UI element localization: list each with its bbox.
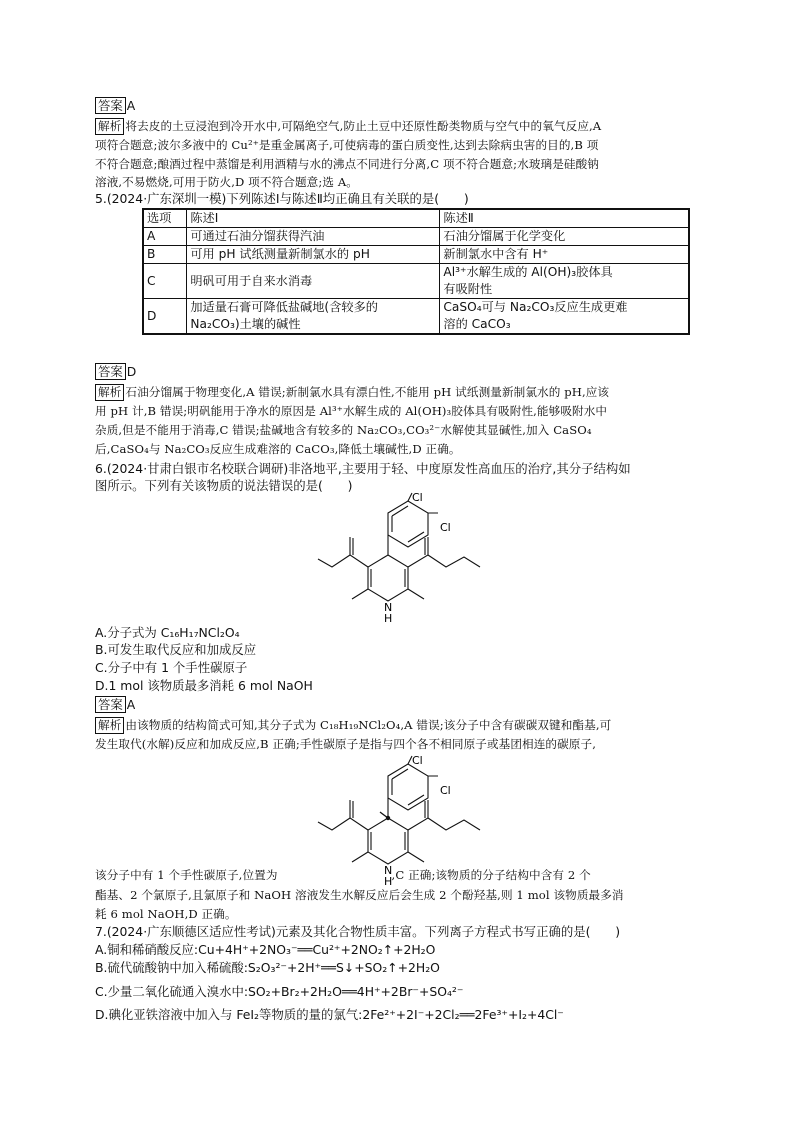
- q6-option-d: D.1 mol 该物质最多消耗 6 mol NaOH: [95, 678, 313, 693]
- q5-analysis-line-3: 杂质,但是不能用于消毒,C 错误;盐碱地含有较多的 Na₂CO₃,CO₃²⁻水解使其显碱性,加入 CaSO₄: [95, 423, 592, 437]
- q6-option-c: C.分子中有 1 个手性碳原子: [95, 660, 248, 675]
- table-cell: 加适量石膏可降低盐碱地(含较多的 Na₂CO₃)土壤的碱性: [187, 299, 440, 335]
- q6-answer-line: [95, 696, 135, 714]
- table-cell: B: [143, 246, 187, 264]
- q6-stem-line-2: 图所示。下列有关该物质的说法错误的是( ): [95, 478, 353, 493]
- answer-tag: 答案: [95, 696, 126, 713]
- answer-value: A: [126, 697, 136, 712]
- q5-table: [142, 208, 690, 335]
- answer-value: D: [126, 364, 137, 379]
- q7-option-d: D.碘化亚铁溶液中加入与 FeI₂等物质的量的氯气:2Fe²⁺+2I⁻+2Cl₂══2Fe³⁺+I₂+4Cl⁻: [95, 1007, 564, 1022]
- table-row: [143, 246, 689, 264]
- chlorine-label: Cl: [412, 754, 423, 767]
- q4-analysis-line-1: 解析 将去皮的土豆浸泡到冷开水中,可隔绝空气,防止土豆中还原性酚类物质与空气中的氧气反应,A: [95, 117, 601, 135]
- table-header-cell: 陈述Ⅰ: [187, 209, 440, 228]
- q6-analysis-line-2: 发生取代(水解)反应和加成反应,B 正确;手性碳原子是指与四个各不相同原子或基团相连的碳原子,: [95, 737, 596, 751]
- analysis-tag: 解析: [95, 717, 124, 734]
- q7-option-a: A.铜和稀硝酸反应:Cu+4H⁺+2NO₃⁻══Cu²⁺+2NO₂↑+2H₂O: [95, 942, 436, 957]
- q7-stem: 7.(2024·广东顺德区适应性考试)元素及其化合物性质丰富。下列离子方程式书写正确的是( ): [95, 924, 621, 939]
- q4-answer-line: [95, 97, 135, 115]
- hydrogen-label: H: [384, 875, 393, 887]
- analysis-tag: 解析: [95, 384, 124, 401]
- chlorine-label: Cl: [440, 521, 451, 534]
- table-row: [143, 264, 689, 299]
- q5-analysis-line-4: 后,CaSO₄与 Na₂CO₃反应生成难溶的 CaCO₃,降低土壤碱性,D 正确。: [95, 442, 461, 456]
- q5-analysis-line-2: 用 pH 计,B 错误;明矾能用于净水的原因是 Al³⁺水解生成的 Al(OH)₃胶体具有吸附性,能够吸附水中: [95, 404, 608, 418]
- nitrogen-label: N: [384, 864, 393, 877]
- table-cell: 明矾可用于自来水消毒: [187, 264, 440, 299]
- table-cell: 可用 pH 试纸测量新制氯水的 pH: [187, 246, 440, 264]
- q5-analysis-line-1: 解析 石油分馏属于物理变化,A 错误;新制氯水具有漂白性,不能用 pH 试纸测量新制氯水的 pH,应该: [95, 383, 609, 401]
- table-row: [143, 228, 689, 246]
- chlorine-label: Cl: [412, 491, 423, 504]
- q6-option-a: A.分子式为 C₁₆H₁₇NCl₂O₄: [95, 625, 240, 640]
- table-cell: 可通过石油分馏获得汽油: [187, 228, 440, 246]
- nitrogen-label: N: [384, 601, 393, 614]
- table-cell: CaSO₄可与 Na₂CO₃反应生成更难 溶的 CaCO₃: [440, 299, 689, 335]
- q7-option-b: B.硫代硫酸钠中加入稀硫酸:S₂O₃²⁻+2H⁺══S↓+SO₂↑+2H₂O: [95, 960, 440, 975]
- q5-stem: 5.(2024·广东深圳一模)下列陈述Ⅰ与陈述Ⅱ均正确且有关联的是( ): [95, 191, 469, 206]
- table-cell: D: [143, 299, 187, 335]
- table-header-cell: 选项: [143, 209, 187, 228]
- q7-option-c: C.少量二氧化硫通入溴水中:SO₂+Br₂+2H₂O══4H⁺+2Br⁻+SO₄²⁻: [95, 984, 464, 999]
- q6-analysis-line-4: 酯基、2 个氯原子,且氯原子和 NaOH 溶液发生水解反应后会生成 2 个酚羟基,则 1 mol 该物质最多消: [95, 888, 624, 902]
- table-cell: Al³⁺水解生成的 Al(OH)₃胶体具 有吸附性: [440, 264, 689, 299]
- q4-analysis-line-3: 不符合题意;酿酒过程中蒸馏是利用酒精与水的沸点不同进行分离,C 项不符合题意;水玻璃是硅酸钠: [95, 157, 600, 171]
- analysis-tag: 解析: [95, 118, 124, 135]
- q6-analysis-line-1: 解析 由该物质的结构简式可知,其分子式为 C₁₈H₁₉NCl₂O₄,A 错误;该分子中含有碳碳双键和酯基,可: [95, 716, 611, 734]
- q4-analysis-line-2: 项符合题意;波尔多液中的 Cu²⁺是重金属离子,可使病毒的蛋白质变性,达到去除病虫害的目的,B 项: [95, 138, 599, 152]
- table-cell: 新制氯水中含有 H⁺: [440, 246, 689, 264]
- felodipine-structure-diagram: [300, 487, 500, 627]
- table-header-cell: 陈述Ⅱ: [440, 209, 689, 228]
- table-cell: 石油分馏属于化学变化: [440, 228, 689, 246]
- answer-tag: 答案: [95, 363, 126, 380]
- q6-option-b: B.可发生取代反应和加成反应: [95, 642, 257, 657]
- chlorine-label: Cl: [440, 784, 451, 797]
- answer-value: A: [126, 98, 136, 113]
- answer-tag: 答案: [95, 97, 126, 114]
- q6-stem-line-1: 6.(2024·甘肃白银市名校联合调研)非洛地平,主要用于轻、中度原发性高血压的治疗,其分子结构如: [95, 461, 631, 476]
- hydrogen-label: H: [384, 612, 393, 625]
- table-header-row: [143, 209, 689, 228]
- q5-answer-line: [95, 363, 136, 381]
- table-cell: A: [143, 228, 187, 246]
- q6-analysis-line-5: 耗 6 mol NaOH,D 正确。: [95, 907, 237, 921]
- q4-analysis-line-4: 溶液,不易燃烧,可用于防火,D 项不符合题意;选 A。: [95, 175, 358, 189]
- q6-analysis-line-3: 该分子中有 1 个手性碳原子,位置为 ,C 正确;该物质的分子结构中含有 2 个: [95, 868, 591, 882]
- table-row: [143, 299, 689, 335]
- table-cell: C: [143, 264, 187, 299]
